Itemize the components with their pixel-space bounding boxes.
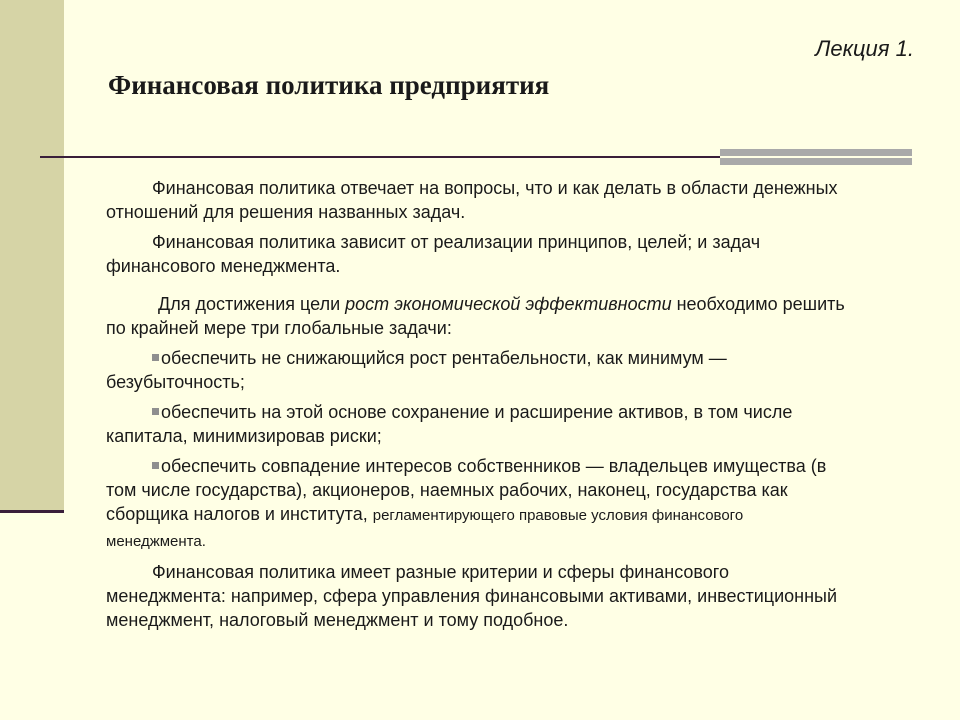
slide-title: Финансовая политика предприятия xyxy=(108,70,550,100)
square-bullet-icon xyxy=(152,354,159,361)
paragraph-goal xyxy=(106,292,846,340)
goal-text-end: необходимо решить по крайней мере три глобальные задачи: xyxy=(106,294,845,338)
paragraph-criteria: Финансовая политика имеет разные критерии и сферы финансового менеджмента: например, сфера управления финансовыми активами, инвестиционный менеджмент, налоговый менеджмент и тому подобное. xyxy=(106,562,838,630)
title-divider xyxy=(40,156,720,158)
lecture-label: Лекция 1. xyxy=(815,36,914,61)
list-item xyxy=(106,346,846,394)
left-decor-underline xyxy=(0,510,64,513)
slide-body xyxy=(106,176,846,638)
square-bullet-icon xyxy=(152,462,159,469)
square-bullet-icon xyxy=(152,408,159,415)
goal-emphasis: рост экономической эффективности xyxy=(345,294,672,314)
list-item-text: обеспечить не снижающийся рост рентабельности, как минимум — безубыточность; xyxy=(106,348,727,392)
list-item xyxy=(106,400,846,448)
list-item-text: обеспечить на этой основе сохранение и расширение активов, в том числе капитала, минимизировав риски; xyxy=(106,402,793,446)
paragraph-questions: Финансовая политика отвечает на вопросы, что и как делать в области денежных отношений для решения названных задач. xyxy=(106,178,838,222)
left-decor-bar xyxy=(0,0,64,512)
goal-text-start: Для достижения цели xyxy=(158,294,346,314)
list-item xyxy=(106,454,846,554)
paragraph-dependence: Финансовая политика зависит от реализации принципов, целей; и задач финансового менеджмента. xyxy=(106,232,761,276)
title-divider-accent xyxy=(720,149,912,165)
list-item-small-text: регламентирующего правовые условия финансового менеджмента. xyxy=(106,507,744,550)
list-item-text: обеспечить совпадение интересов собственников — владельцев имущества (в том числе государства), акционеров, наемных рабочих, наконец, государства как сборщика налогов и института, xyxy=(106,456,827,524)
